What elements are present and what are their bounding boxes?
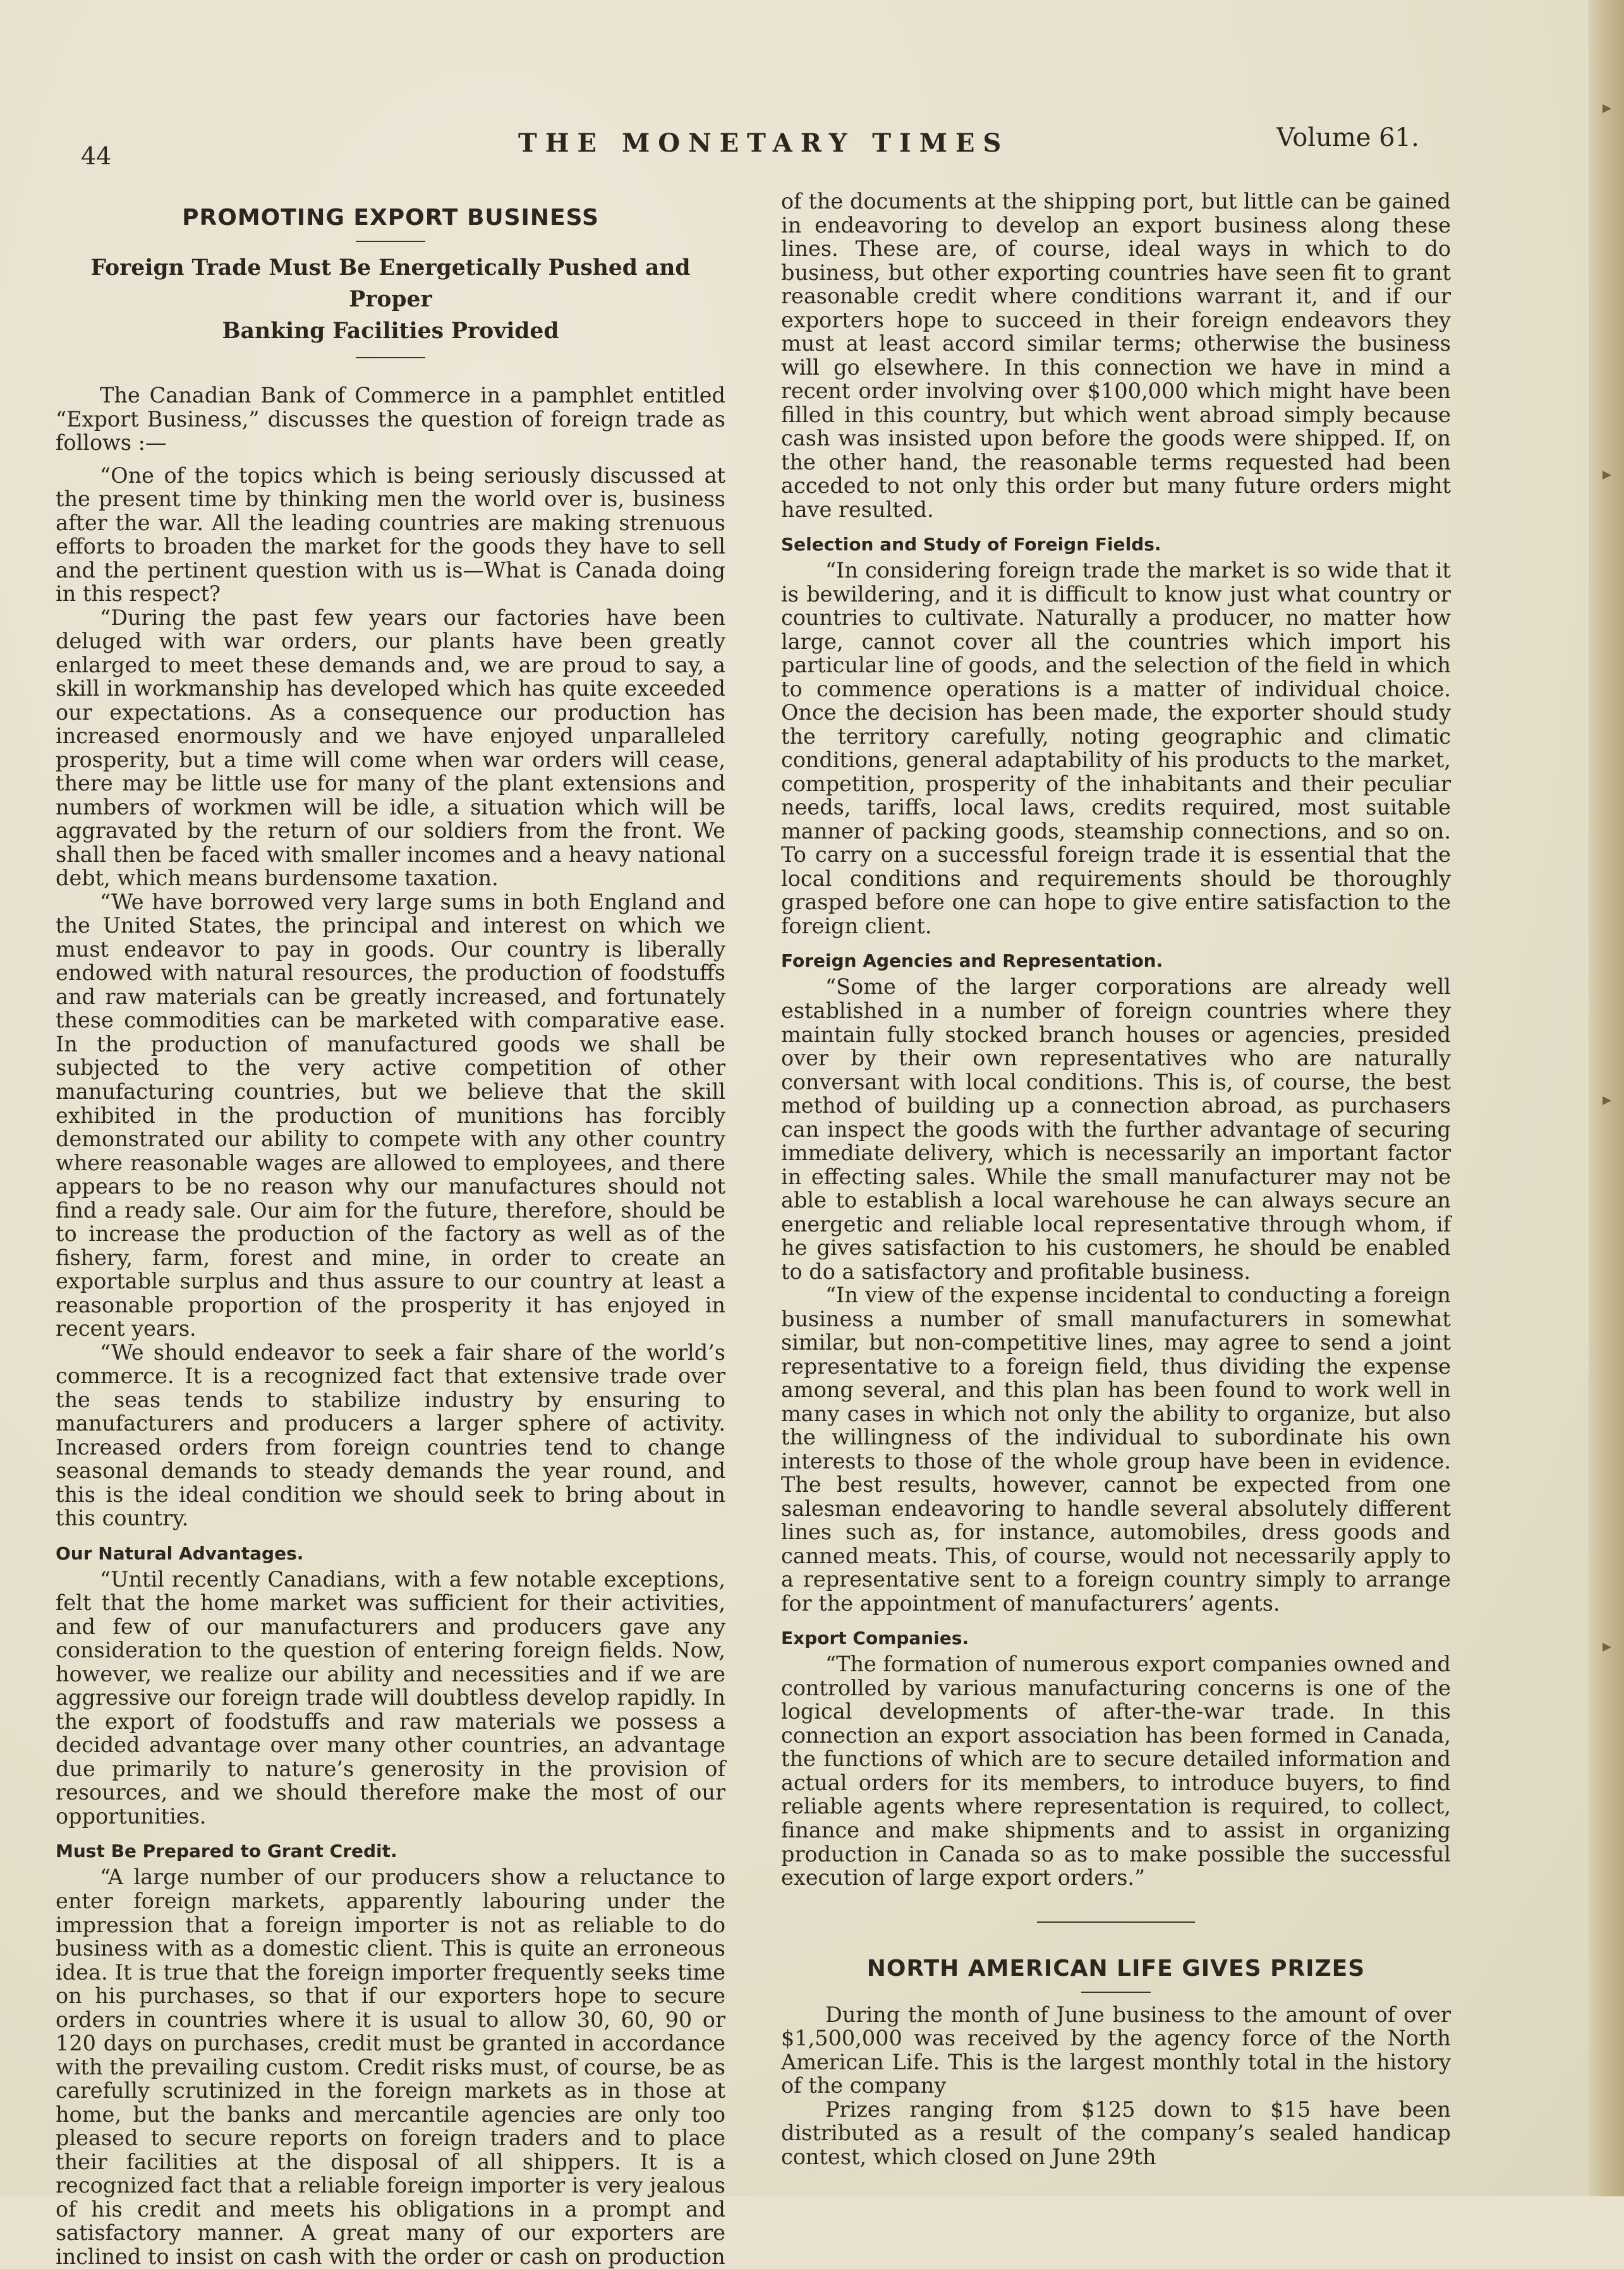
paragraph: During the month of June business to the amount of over $1,500,000 was received by the agency force of the North American Life. This is the largest monthly total in the history of the company [781, 2002, 1451, 2098]
article-title: PROMOTING EXPORT BUSINESS [182, 205, 599, 231]
paragraph: “In considering foreign trade the market is so wide that it is bewildering, and it is difficult to know just what country or countries to cultivate. Naturally a producer, no matter how large, cannot cover all the countries which import his particular line of goods, and the selection of the field in which to commence operations is a matter of individual choice. Once the decision has been made, the exporter should study the territory carefully, noting geographic and climatic conditions, general adaptability of his products to the market, competition, prosperity of the inhabitants and their peculiar needs, tariffs, local laws, credits required, most suitable manner of packing goods, steamship connections, and so on. To carry on a successful foreign trade it is essential that the local conditions and requirements should be thoroughly grasped before one can hope to give entire satisfaction to the foreign client. [781, 558, 1451, 938]
article-subtitle [56, 252, 725, 347]
paragraph: Prizes ranging from $125 down to $15 have been distributed as a result of the company’s sealed handicap contest, which closed on June 29th [781, 2097, 1451, 2169]
paragraph-continued: of the documents at the shipping port, but little can be gained in endeavoring to develop an export business along these lines. These are, of course, ideal ways in which to do business, but other exporting countries have seen fit to grant reasonable credit where conditions warrant it, and if our exporters hope to succeed in their foreign endeavors they must at least accord similar terms; otherwise the business will go elsewhere. In this connection we have in mind a recent order involving over $100,000 which might have been filled in this country, but which went abroad simply because cash was insisted upon before the goods were shipped. If, on the other hand, the reasonable terms requested had been acceded to not only this order but many future orders might have resulted. [781, 189, 1451, 522]
page-header [0, 123, 1624, 170]
page-edge [1589, 0, 1624, 2196]
article-title: NORTH AMERICAN LIFE GIVES PRIZES [866, 1955, 1366, 1982]
paragraph: “We have borrowed very large sums in both England and the United States, the principal and interest on which we must endeavor to pay in goods. Our country is liberally endowed with natural resources, the production of foodstuffs and raw materials can be greatly increased, and fortunately these commodities can be marketed with comparative ease. In the production of manufactured goods we shall be subjected to the very active competition of other manufacturing countries, but we believe that the skill exhibited in the production of munitions has forcibly demonstrated our ability to compete with any other country where reasonable wages are allowed to employees, and there appears to be no reason why our manufactures should not find a ready sale. Our aim for the future, therefore, should be to increase the production of the factory as well as of the fishery, farm, forest and mine, in order to create an exportable surplus and thus assure to our country at least a reasonable proportion of the prosperity it has enjoyed in recent years. [56, 889, 725, 1341]
title-rule [356, 241, 425, 242]
intro-paragraph: The Canadian Bank of Commerce in a pamphlet entitled “Export Business,” discusses the question of foreign trade as follows :— [56, 383, 725, 456]
paragraph: “One of the topics which is being seriously discussed at the present time by thinking men the world over is, business after the war. All the leading countries are making strenuous efforts to broaden the market for the goods they have to sell and the pertinent question with us is—What is Canada doing in this respect? [56, 463, 725, 607]
paragraph: “A large number of our producers show a reluctance to enter foreign markets, apparently labouring under the impression that a foreign importer is not as reliable to do business with as a domestic client. This is quite an erroneous idea. It is true that the foreign importer frequently seeks time on his purchases, so that if our exporters hope to secure orders in countries where it is usual to allow 30, 60, 90 or 120 days on purchases, credit must be granted in accordance with the prevailing custom. Credit risks must, of course, be as carefully scrutinized in the foreign markets as in those at home, but the banks and mercantile agencies are only too pleased to secure reports on foreign traders and to place their facilities at the disposal of all shippers. It is a recognized fact that a reliable foreign importer is very jealous of his credit and meets his obligations in a prompt and satisfactory manner. A great many of our exporters are inclined to insist on cash with the order or cash on production [56, 1865, 725, 2269]
title-rule [1081, 1992, 1151, 1993]
paragraph: “The formation of numerous export companies owned and controlled by various manufacturing concerns is one of the logical developments of after-the-war trade. In this connection an export association has been formed in Canada, the functions of which are to secure detailed information and actual orders for its members, to introduce buyers, to find reliable agents where representation is required, to collect, finance and make shipments and to assist in organizing production in Canada so as to make possible the successful execution of large export orders.” [781, 1652, 1451, 1891]
paragraph: “We should endeavor to seek a fair share of the world’s commerce. It is a recognized fact that extensive trade over the seas tends to stabilize industry by ensuring to manufacturers and producers a larger sphere of activity. Increased orders from foreign countries tend to change seasonal demands to steady demands the year round, and this is the ideal condition we should seek to bring about in this country. [56, 1340, 725, 1531]
subtitle-rule [356, 357, 425, 358]
paragraph: “Some of the larger corporations are already well established in a number of foreign countries where they maintain fully stocked branch houses or agencies, presided over by their own representatives who are naturally conversant with local conditions. This is, of course, the best method of building up a connection abroad, as purchasers can inspect the goods with the further advantage of securing immediate delivery, which is necessarily an important factor in effecting sales. While the small manufacturer may not be able to establish a local warehouse he can always secure an energetic and reliable local representative through whom, if he gives satisfaction to his customers, he should be enabled to do a satisfactory and profitable business. [781, 974, 1451, 1284]
right-column [781, 190, 1451, 2169]
edge-mark [1603, 1643, 1611, 1652]
volume-label: Volume 61. [1276, 123, 1419, 152]
edge-mark [1603, 104, 1611, 113]
subtitle-line-1: Foreign Trade Must Be Energetically Pushed and Proper [90, 255, 691, 313]
section-heading: Our Natural Advantages. [56, 1542, 304, 1564]
paragraph: “Until recently Canadians, with a few notable exceptions, felt that the home market was sufficient for their activities, and few of our manufacturers and producers gave any consideration to the question of entering foreign fields. Now, however, we realize our ability and necessities and if we are aggressive our foreign trade will doubtless develop rapidly. In the export of foodstuffs and raw materials we possess a decided advantage over many other countries, an advantage due primarily to nature’s generosity in the provision of resources, and we should therefore make the most of our opportunities. [56, 1566, 725, 1829]
section-heading: Foreign Agencies and Representation. [781, 950, 1163, 972]
left-column [56, 190, 725, 2268]
article-separator [1037, 1921, 1195, 1923]
journal-title: THE MONETARY TIMES [518, 128, 1010, 158]
paragraph: “In view of the expense incidental to conducting a foreign business a number of small manufacturers in somewhat similar, but non-competitive lines, may agree to send a joint representative to a foreign field, thus dividing the expense among several, and this plan has been found to work well in many cases in which not only the ability to organize, but also the willingness of the individual to subordinate his own interests to those of the whole group have been in evidence. The best results, however, cannot be expected from one salesman endeavoring to handle several absolutely different lines such as, for instance, automobiles, dress goods and canned meats. This, of course, would not necessarily apply to a representative sent to a foreign country simply to arrange for the appointment of manufacturers’ agents. [781, 1283, 1451, 1616]
subtitle-line-2: Banking Facilities Provided [222, 318, 559, 344]
page-number: 44 [81, 142, 112, 170]
paragraph: “During the past few years our factories have been deluged with war orders, our plants have been greatly enlarged to meet these demands and, we are proud to say, a skill in workmanship has developed which has quite exceeded our expectations. As a consequence our production has increased enormously and we have enjoyed unparalleled prosperity, but a time will come when war orders will cease, there may be little use for many of the plant extensions and numbers of workmen will be idle, a situation which will be aggravated by the return of our soldiers from the front. We shall then be faced with smaller incomes and a heavy national debt, which means burdensome taxation. [56, 605, 725, 891]
edge-mark [1603, 471, 1611, 480]
edge-mark [1603, 1096, 1611, 1105]
section-heading: Must Be Prepared to Grant Credit. [56, 1841, 397, 1862]
section-heading: Selection and Study of Foreign Fields. [781, 534, 1161, 555]
section-heading: Export Companies. [781, 1628, 969, 1649]
